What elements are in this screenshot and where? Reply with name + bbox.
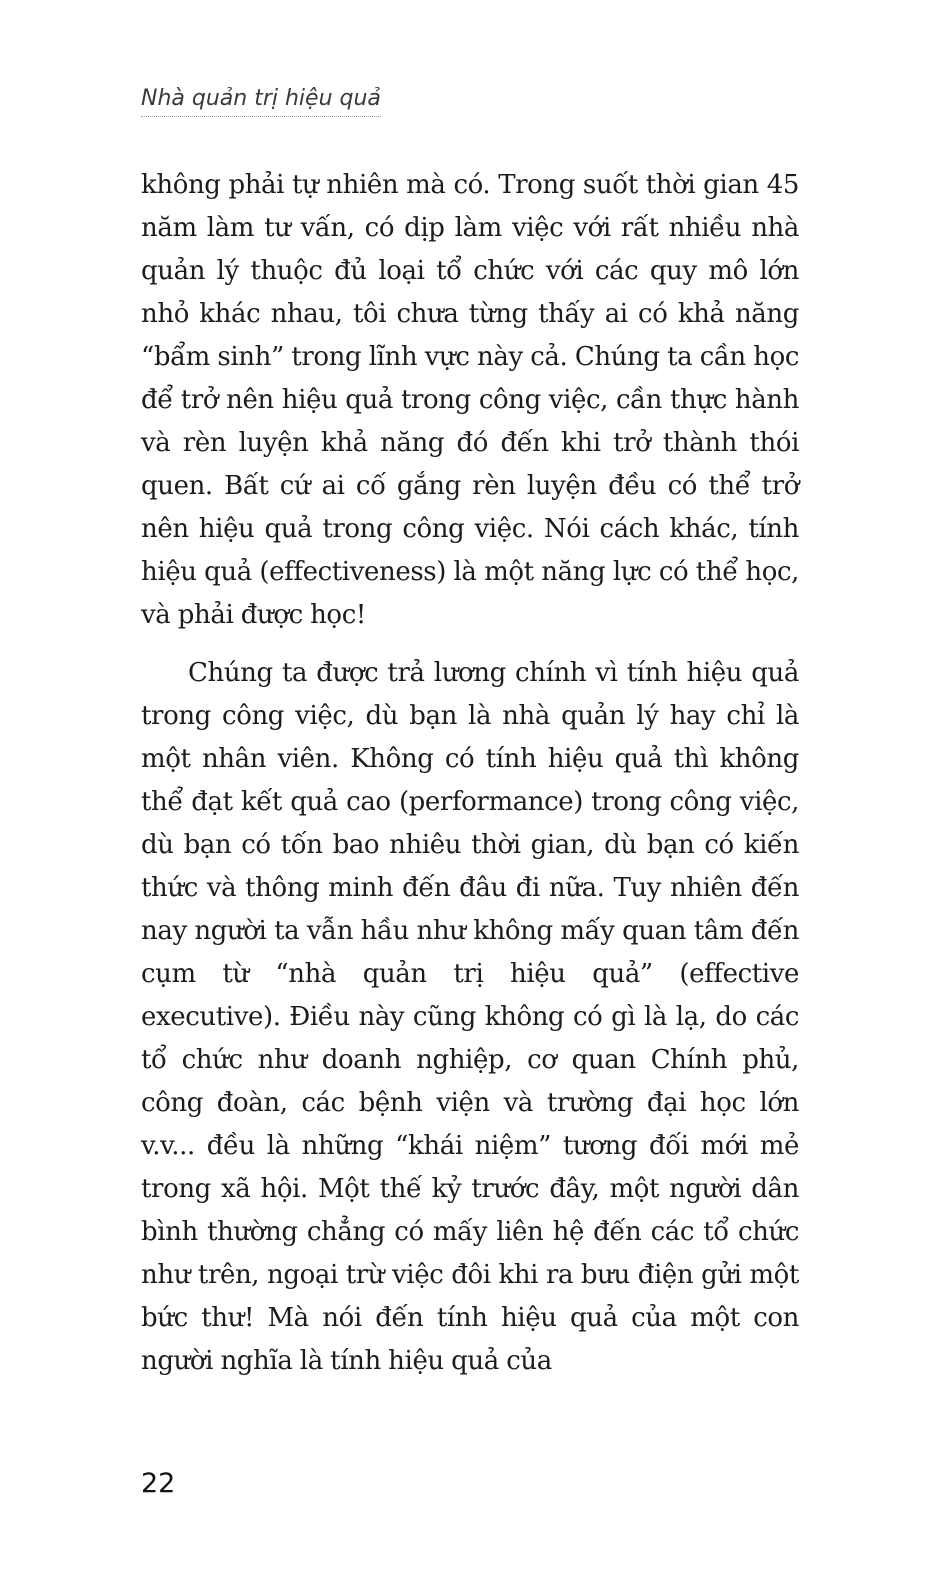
page-number: 22 [141, 1468, 176, 1499]
paragraph-salary-effectiveness: Chúng ta được trả lương chính vì tính hiệu quả trong công việc, dù bạn là nhà quản lý hay chỉ là một nhân viên. Không có tính hiệu quả thì không thể đạt kết quả cao (performance) trong công việc, dù bạn có tốn bao nhiêu thời gian, dù bạn có kiến thức và thông minh đến đâu đi nữa. Tuy nhiên đến nay người ta vẫn hầu như không mấy quan tâm đến cụm từ “nhà quản trị hiệu quả” (effective executive). Điều này cũng không có gì là lạ, do các tổ chức như doanh nghiệp, cơ quan Chính phủ, công đoàn, các bệnh viện và trường đại học lớn v.v... đều là những “khái niệm” tương đối mới mẻ trong xã hội. Một thế kỷ trước đây, một người dân bình thường chẳng có mấy liên hệ đến các tổ chức như trên, ngoại trừ việc đôi khi ra bưu điện gửi một bức thư! Mà nói đến tính hiệu quả của một con người nghĩa là tính hiệu quả của [141, 658, 799, 1376]
paragraph-continued: không phải tự nhiên mà có. Trong suốt thời gian 45 năm làm tư vấn, có dịp làm việc với rất nhiều nhà quản lý thuộc đủ loại tổ chức với các quy mô lớn nhỏ khác nhau, tôi chưa từng thấy ai có khả năng “bẩm sinh” trong lĩnh vực này cả. Chúng ta cần học để trở nên hiệu quả trong công việc, cần thực hành và rèn luyện khả năng đó đến khi trở thành thói quen. Bất cứ ai cố gắng rèn luyện đều có thể trở nên hiệu quả trong công việc. Nói cách khác, tính hiệu quả (effectiveness) là một năng lực có thể học, và phải được học! [141, 170, 799, 630]
body-text [141, 164, 799, 1383]
running-header: Nhà quản trị hiệu quả [141, 86, 381, 117]
